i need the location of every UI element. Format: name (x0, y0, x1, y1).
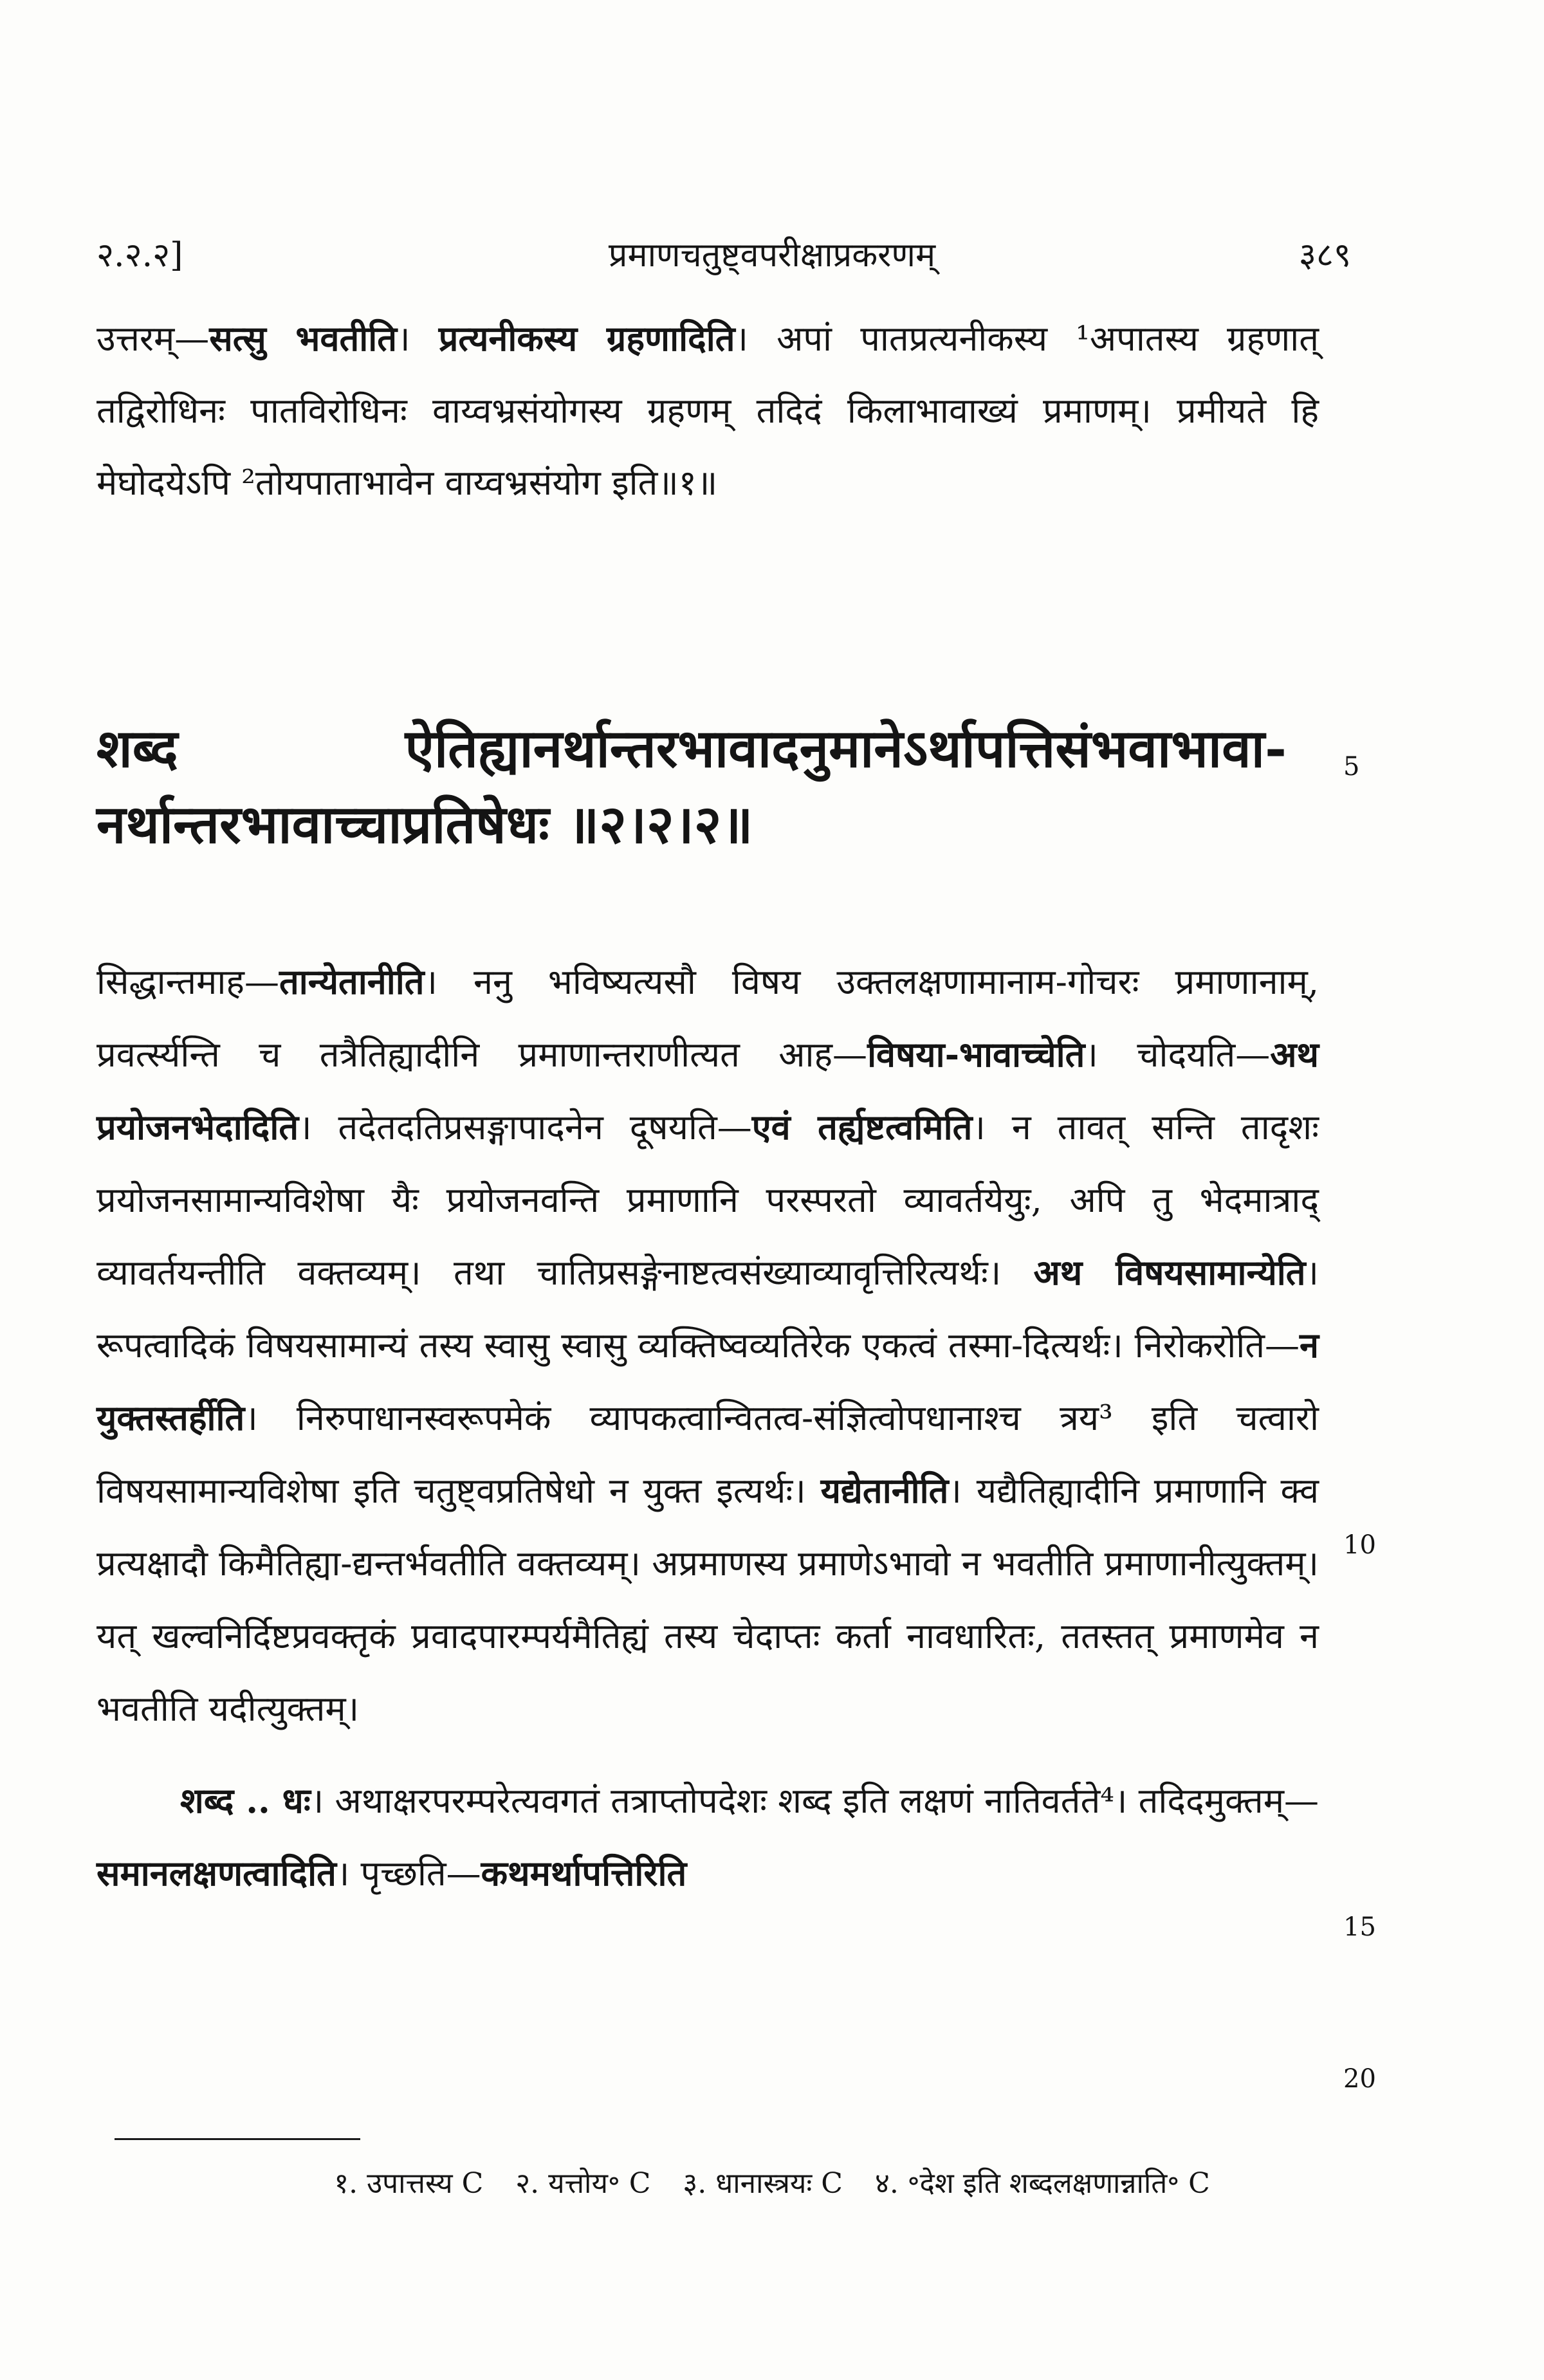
bold-lemma: शब्द .. धः (180, 1780, 311, 1821)
running-header-section: २.२.२] (96, 236, 183, 275)
text-run: । चोदयति— (1085, 1034, 1271, 1075)
bold-lemma: कथमर्थापत्तिरिति (481, 1853, 687, 1894)
text-run: । अथाक्षरपरम्परेत्यवगतं तत्राप्तोपदेशः शब्द इति लक्षणं नातिवर्तते⁴। तदिदमुक्तम्— (310, 1780, 1319, 1821)
line-number: 10 (1343, 1530, 1376, 1560)
text-run: । तदेतदतिप्रसङ्गापादनेन दूषयति— (299, 1107, 752, 1148)
line-number: 20 (1343, 2064, 1376, 2094)
bold-lemma: तान्येतानीति (279, 961, 425, 1002)
bold-lemma: न युक्तस्तर्हीति (96, 1324, 1319, 1438)
commentary-continuation (96, 302, 1319, 519)
line-number: 15 (1343, 1912, 1376, 1942)
line-number: 5 (1343, 752, 1360, 782)
text-run: । रूपत्वादिकं विषयसामान्यं तस्य स्वासु स्वासु व्यक्तिष्वव्यतिरेक एकत्वं तस्मा-दित्यर्थः। निरोकरोति— (96, 1252, 1319, 1366)
bold-lemma: यद्येतानीति (820, 1470, 949, 1511)
text-run: । ननु भविष्यत्यसौ विषय उक्तलक्षणामानाम-गोचरः प्रमाणानाम्, प्रवर्त्स्यन्ति च तत्रैतिह्यादीनि प्रमाणान्तराणीत्यत आह— (96, 962, 1319, 1075)
text-run: । निरुपाधानस्वरूपमेकं व्यापकत्वान्वितत्व-संज्ञित्वोपधानाश्च त्रय³ इति चत्वारो विषयसामान्यविशेषा इति चतुष्ट्वप्रतिषेधो न युक्त इत्यर्थः। (96, 1398, 1319, 1511)
bold-lemma: समानलक्षणत्वादिति (96, 1853, 336, 1894)
bold-lemma: अथ विषयसामान्येति (1033, 1252, 1306, 1293)
bold-lemma: सत्सु भवतीति (209, 318, 398, 359)
bold-lemma: विषया-भावाच्चेति (867, 1034, 1085, 1075)
bold-lemma: अथ प्रयोजनभेदादिति (96, 1034, 1319, 1148)
paragraph (96, 946, 1319, 1745)
footnote: ४. ॰देश इति शब्दलक्षणान्नाति॰ C (874, 2167, 1210, 2200)
text-run: उत्तरम्— (96, 318, 210, 359)
page-number: ३८९ (1298, 236, 1351, 275)
footnote-rule (115, 2138, 360, 2140)
footnotes (0, 2155, 1544, 2213)
text-run: । अपां पातप्रत्यनीकस्य ¹अपातस्य ग्रहणात् तद्विरोधिनः पातविरोधिनः वाय्वभ्रसंयोगस्य ग्रहणम् तदिदं किलाभावाख्यं प्रमाणम्। प्रमीयते हि मेघोदयेऽपि ²तोयपाताभावेन वाय्वभ्रसंयोग इति॥१॥ (96, 318, 1319, 503)
commentary (96, 946, 1319, 1910)
text-run: सिद्धान्तमाह— (96, 962, 279, 1002)
bold-lemma: प्रत्यनीकस्य ग्रहणादिति (438, 318, 735, 359)
footnote: ३. धानास्त्रयः C (683, 2167, 843, 2200)
text-run: । (397, 318, 439, 359)
footnote: १. उपात्तस्य C (334, 2167, 484, 2200)
sutra-text: शब्द ऐतिह्यानर्थान्तरभावादनुमानेऽर्थापत्तिसंभवाभावा-नर्थान्तरभावाच्चाप्रतिषेधः ॥२।२।२॥ (96, 718, 1287, 856)
text-run: । यद्यैतिह्यादीनि प्रमाणानि क्व प्रत्यक्षादौ किमैतिह्या-द्यन्तर्भवतीति वक्तव्यम्। अप्रमाणस्य प्रमाणेऽभावो न भवतीति प्रमाणानीत्युक्तम्। यत् खल्वनिर्दिष्टप्रवक्तृकं प्रवादपारम्पर्यमैतिह्यं तस्य चेदाप्तः कर्ता नावधारितः, ततस्तत् प्रमाणमेव न भवतीति यदीत्युक्तम्। (96, 1470, 1319, 1729)
footnote: २. यत्तोय॰ C (515, 2167, 651, 2200)
sutra-heading (96, 711, 1287, 863)
text-run: । पृच्छति— (336, 1853, 481, 1894)
bold-lemma: एवं तर्ह्यष्टत्वमिति (751, 1106, 973, 1148)
running-header-title: प्रमाणचतुष्ट्वपरीक्षाप्रकरणम् (608, 236, 936, 275)
text-run: । न तावत् सन्ति तादृशः प्रयोजनसामान्यविशेषा यैः प्रयोजनवन्ति प्रमाणानि परस्परतो व्यावर्तयेयुः, अपि तु भेदमात्राद् व्यावर्तयन्तीति वक्तव्यम्। तथा चातिप्रसङ्गेनाष्टत्वसंख्याव्यावृत्तिरित्यर्थः। (96, 1107, 1319, 1293)
paragraph (96, 1764, 1319, 1910)
